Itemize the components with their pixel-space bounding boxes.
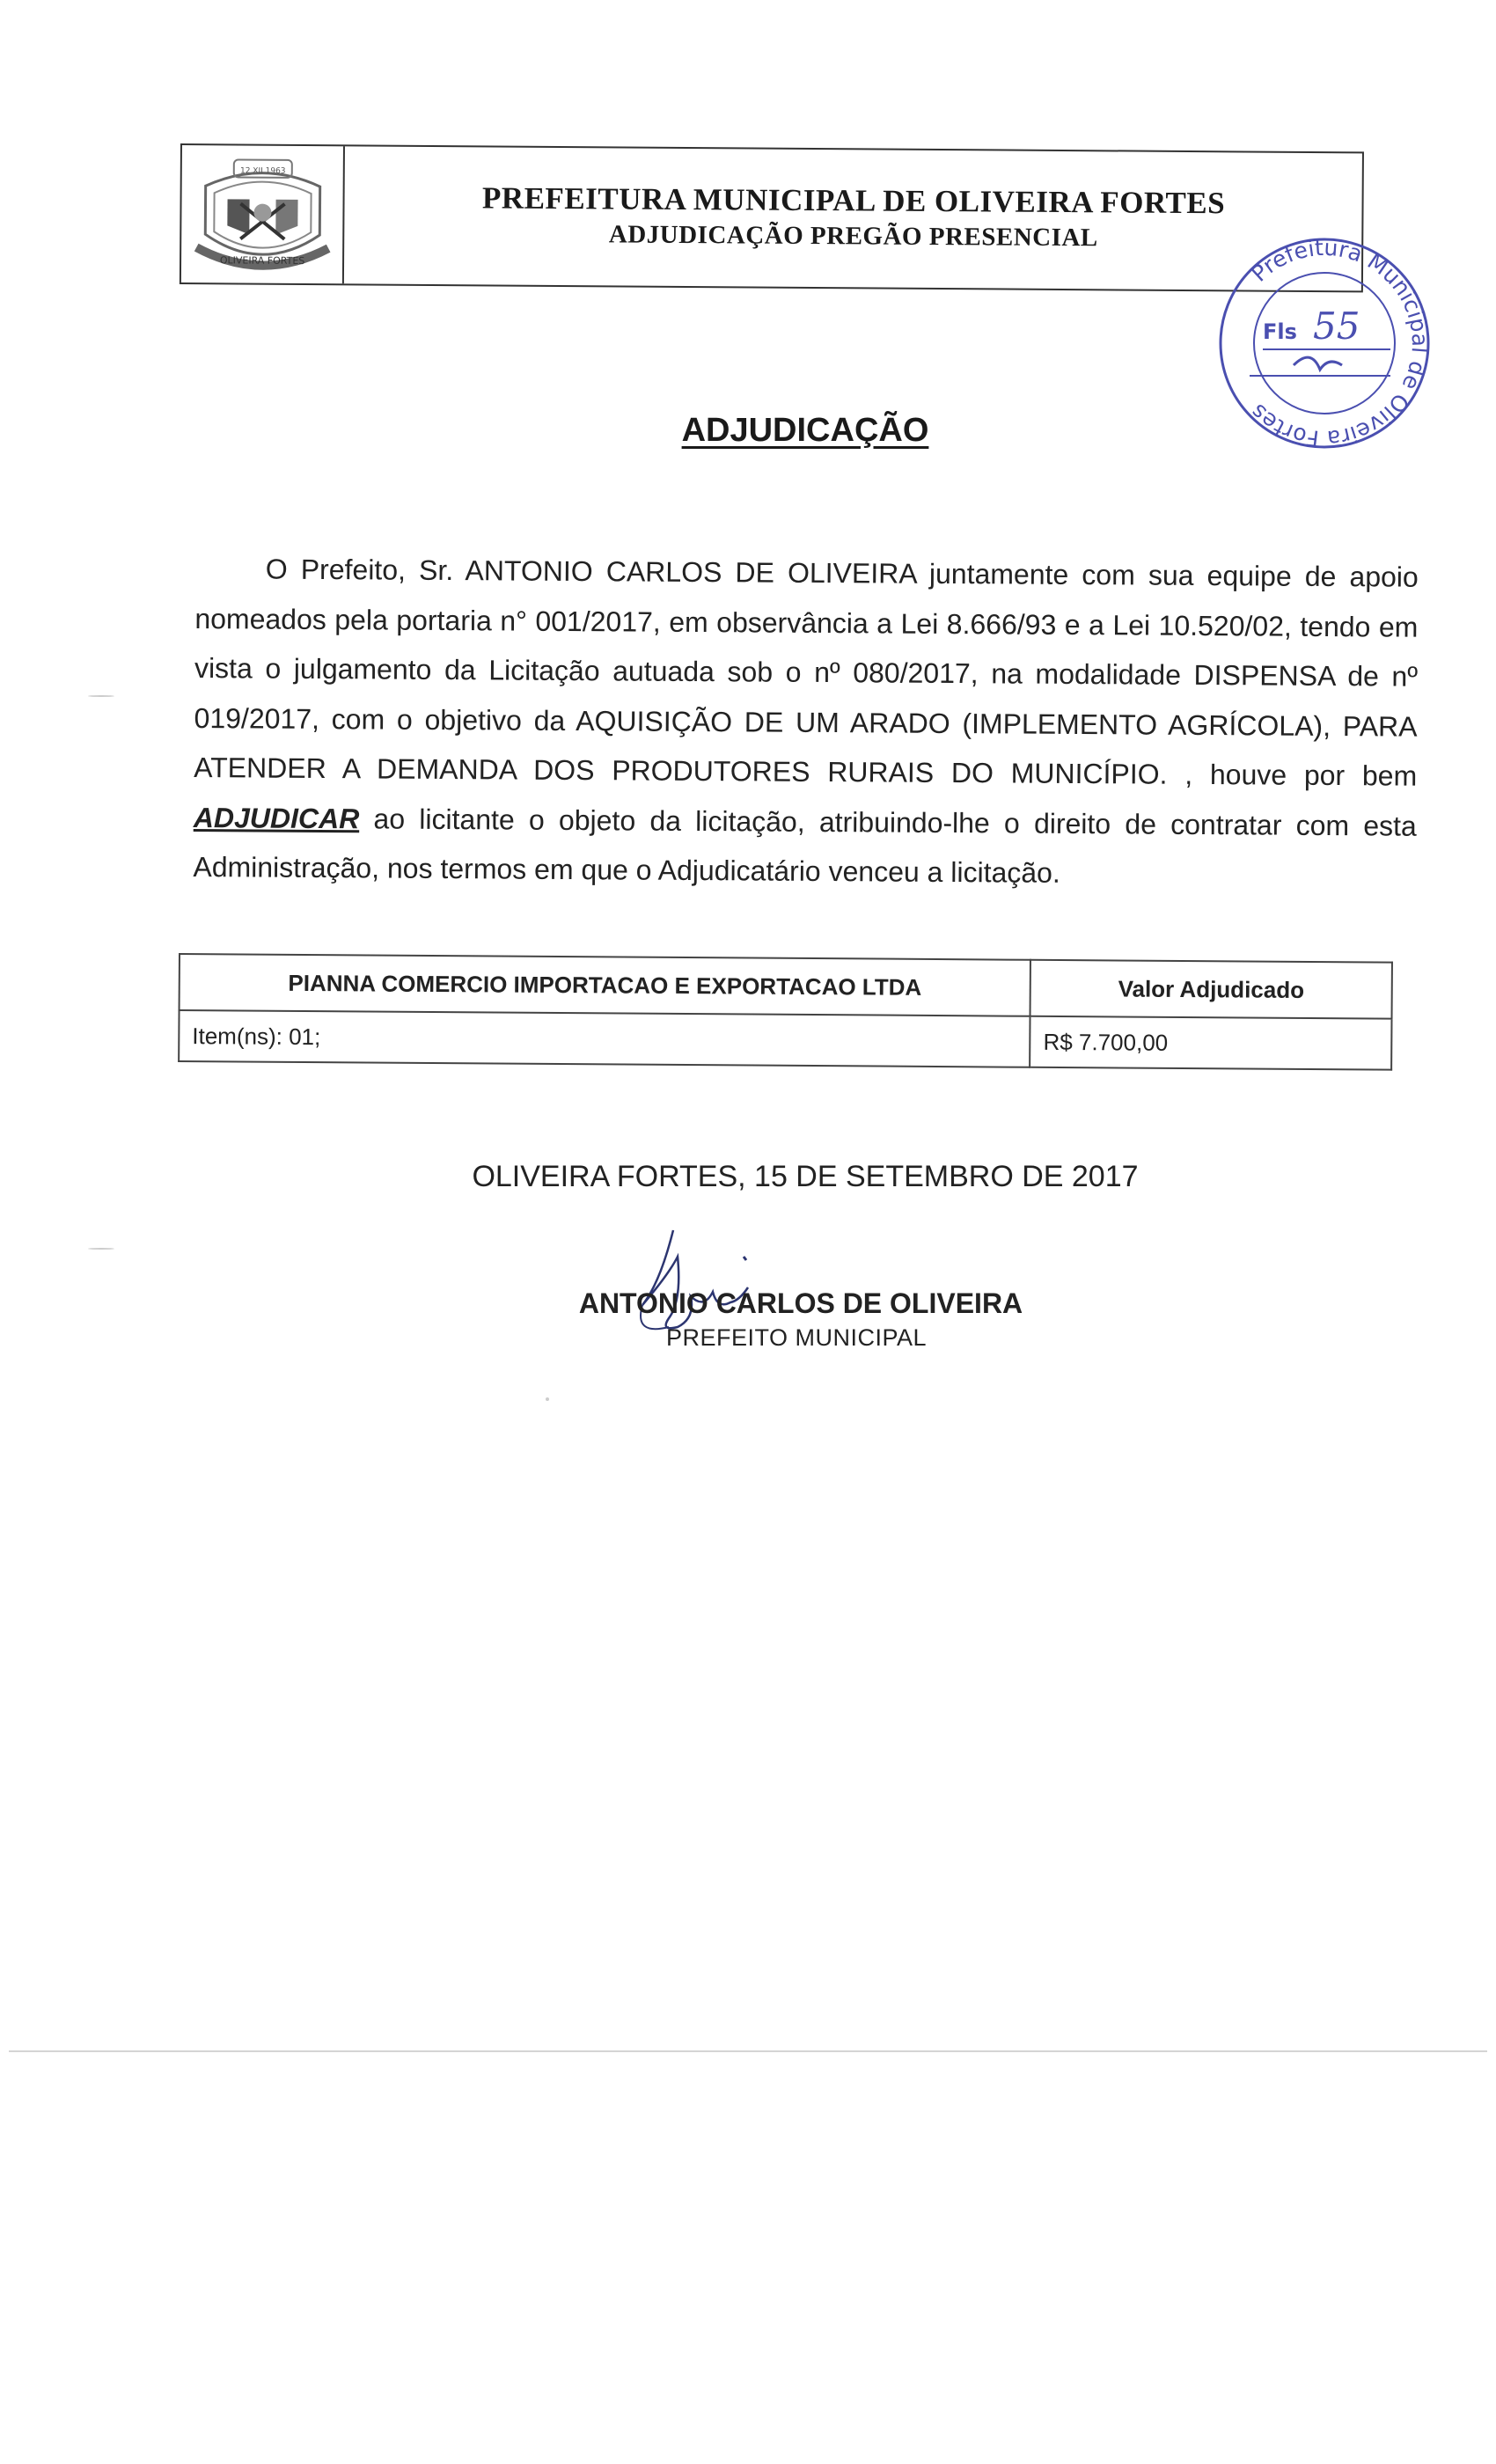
paragraph-text-before: O Prefeito, Sr. ANTONIO CARLOS DE OLIVEIRA juntamente com sua equipe de apoio nomeados pela portaria n° 001/2017, em observância a Lei 8.666/93 e a Lei 10.520/02, tendo em vista o julgamento da Licitação autuada sob o nº 080/2017, na modalidade DISPENSA de nº 019/2017, com o objetivo da AQUISIÇÃO DE UM ARADO (IMPLEMENTO AGRÍCOLA), PARA ATENDER A DEMANDA DOS PRODUTORES RURAIS DO MUNICÍPIO. , houve por bem bbox=[194, 553, 1419, 792]
awarded-value-cell: R$ 7.700,00 bbox=[1030, 1016, 1391, 1070]
signer-name: ANTONIO CARLOS DE OLIVEIRA bbox=[578, 1287, 1023, 1319]
svg-text:OLIVEIRA FORTES: OLIVEIRA FORTES bbox=[219, 253, 304, 267]
document-heading: ADJUDICAÇÃO bbox=[681, 412, 929, 449]
table-row bbox=[179, 1010, 1391, 1070]
company-header-cell: PIANNA COMERCIO IMPORTACAO E EXPORTACAO LTDA bbox=[180, 954, 1031, 1016]
scan-speck bbox=[88, 695, 114, 697]
stamp-initials-icon bbox=[1294, 357, 1342, 370]
scan-edge-line bbox=[9, 2050, 1487, 2052]
municipal-crest-cell bbox=[181, 145, 345, 283]
scan-speck bbox=[546, 1397, 549, 1401]
stamp-page-number: 55 bbox=[1313, 304, 1360, 348]
stamp-ring-text: Prefeitura Municipal de Oliveira Fortes bbox=[1245, 234, 1434, 452]
institution-title: PREFEITURA MUNICIPAL DE OLIVEIRA FORTES bbox=[481, 180, 1226, 221]
adjudicar-emphasis: ADJUDICAR bbox=[193, 801, 360, 834]
award-table bbox=[178, 953, 1393, 1071]
stamp-label: Fls bbox=[1263, 319, 1297, 344]
value-header-cell: Valor Adjudicado bbox=[1030, 960, 1392, 1019]
signer-role: PREFEITO MUNICIPAL bbox=[665, 1324, 928, 1351]
adjudication-paragraph bbox=[193, 544, 1419, 900]
scan-speck bbox=[88, 1248, 114, 1250]
table-header-row bbox=[180, 954, 1392, 1019]
items-cell: Item(ns): 01; bbox=[179, 1010, 1030, 1067]
municipal-crest-icon bbox=[187, 150, 337, 279]
svg-text:12 XII 1963: 12 XII 1963 bbox=[239, 165, 286, 176]
letterhead-titles bbox=[345, 146, 1362, 290]
paragraph-text-after: ao licitante o objeto da licitação, atribuindo-lhe o direito de contratar com esta Administração, nos termos em que o Adjudicatário venceu a licitação. bbox=[193, 802, 1417, 889]
document-type-subtitle: ADJUDICAÇÃO PREGÃO PRESENCIAL bbox=[608, 220, 1098, 253]
place-and-date: OLIVEIRA FORTES, 15 DE SETEMBRO DE 2017 bbox=[472, 1160, 1139, 1193]
letterhead bbox=[180, 143, 1364, 292]
